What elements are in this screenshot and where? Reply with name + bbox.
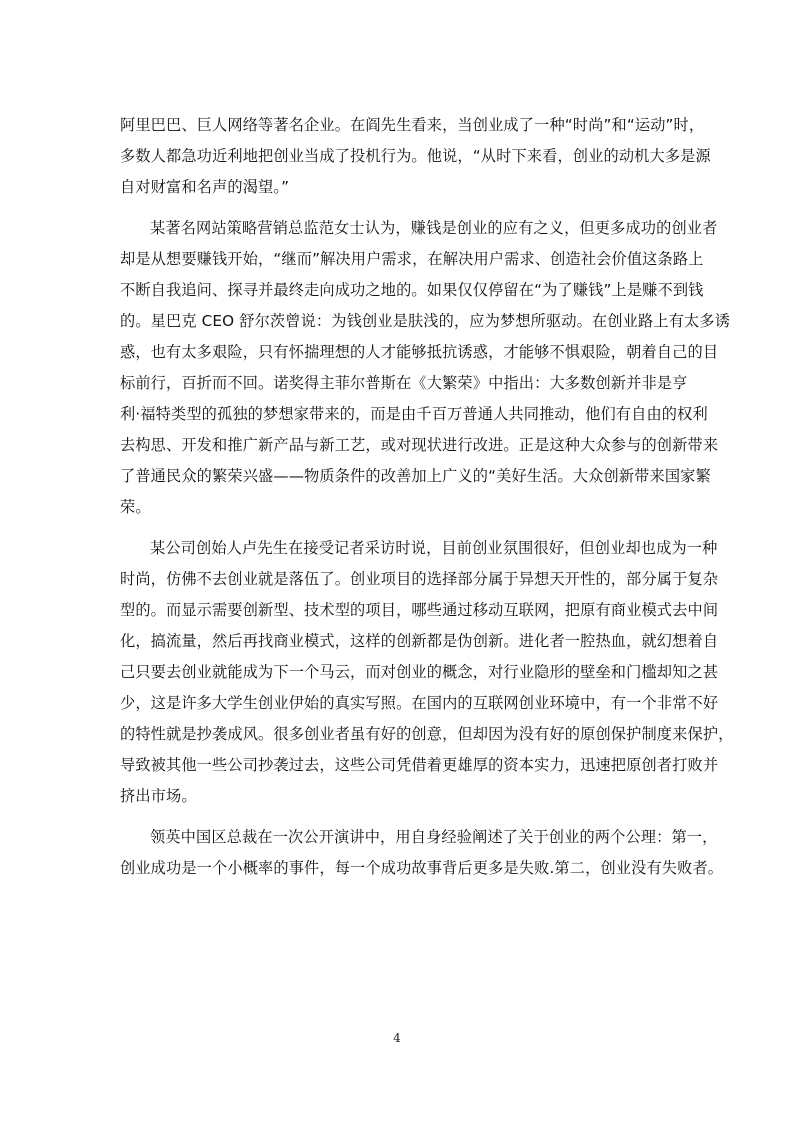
page-number: 4 [393,1031,401,1045]
text-line: 的。星巴克 CEO 舒尔茨曾说：为钱创业是肤浅的，应为梦想所驱动。在创业路上有太多诱 [120,312,731,330]
text-line: 去构思、开发和推广新产品与新工艺，或对现状进行改进。正是这种大众参与的创新带来 [120,436,719,454]
text-line: 某著名网站策略营销总监范女士认为，赚钱是创业的应有之义，但更多成功的创业者 [150,219,718,237]
text-line: 利·福特类型的孤独的梦想家带来的，而是由千百万普通人共同推动，他们有自由的权利 [120,405,708,423]
paragraph-2 [120,213,731,523]
text-line: 少，这是许多大学生创业伊始的真实写照。在国内的互联网创业环境中，有一个非常不好 [120,694,719,712]
text-line: 领英中国区总裁在一次公开演讲中，用自身经验阐述了关于创业的两个公理：第一， [150,828,718,846]
paragraph-gap [120,203,680,213]
text-line: 多数人都急功近利地把创业当成了投机行为。他说，“从时下来看，创业的动机大多是源 [120,147,711,165]
text-line: 创业成功是一个小概率的事件，每一个成功故事背后更多是失败.第二，创业没有失败者。 [120,859,724,877]
paragraph-gap [120,812,680,822]
text-line: 荣。 [120,498,151,516]
text-line: 挤出市场。 [120,787,197,805]
text-line: 某公司创始人卢先生在接受记者采访时说，目前创业氛围很好，但创业却也成为一种 [150,539,718,557]
text-line: 型的。而显示需要创新型、技术型的项目，哪些通过移动互联网，把原有商业模式去中间 [120,601,719,619]
text-line: 却是从想要赚钱开始，“继而”解决用户需求，在解决用户需求、创造社会价值这条路上 [120,250,704,268]
text-line: 时尚，仿佛不去创业就是落伍了。创业项目的选择部分属于异想天开性的，部分属于复杂 [120,570,719,588]
document-body [120,110,734,884]
paragraph-gap [120,523,680,533]
paragraph-3 [120,533,734,812]
text-line: 自对财富和名声的渴望。” [120,178,290,196]
text-line: 化，搞流量，然后再找商业模式，这样的创新都是伪创新。进化者一腔热血，就幻想着自 [120,632,719,650]
text-line: 标前行，百折而不回。诺奖得主菲尔普斯在《大繁荣》中指出：大多数创新并非是亨 [120,374,688,392]
text-line: 阿里巴巴、巨人网络等著名企业。在阎先生看来，当创业成了一种“时尚”和“运动”时， [120,116,705,134]
text-line: 不断自我追问、探寻并最终走向成功之地的。如果仅仅停留在“为了赚钱”上是赚不到钱 [120,281,704,299]
paragraph-4 [120,822,724,884]
text-line: 惑，也有太多艰险，只有怀揣理想的人才能够抵抗诱惑，才能够不惧艰险，朝着自己的目 [120,343,719,361]
text-line: 导致被其他一些公司抄袭过去，这些公司凭借着更雄厚的资本实力，迅速把原创者打败并 [120,756,719,774]
text-line: 了普通民众的繁荣兴盛——物质条件的改善加上广义的“美好生活。大众创新带来国家繁 [120,467,711,485]
paragraph-1 [120,110,711,203]
text-line: 的特性就是抄袭成风。很多创业者虽有好的创意，但却因为没有好的原创保护制度来保护， [120,725,734,743]
text-line: 己只要去创业就能成为下一个马云，而对创业的概念，对行业隐形的壁垒和门槛却知之甚 [120,663,719,681]
